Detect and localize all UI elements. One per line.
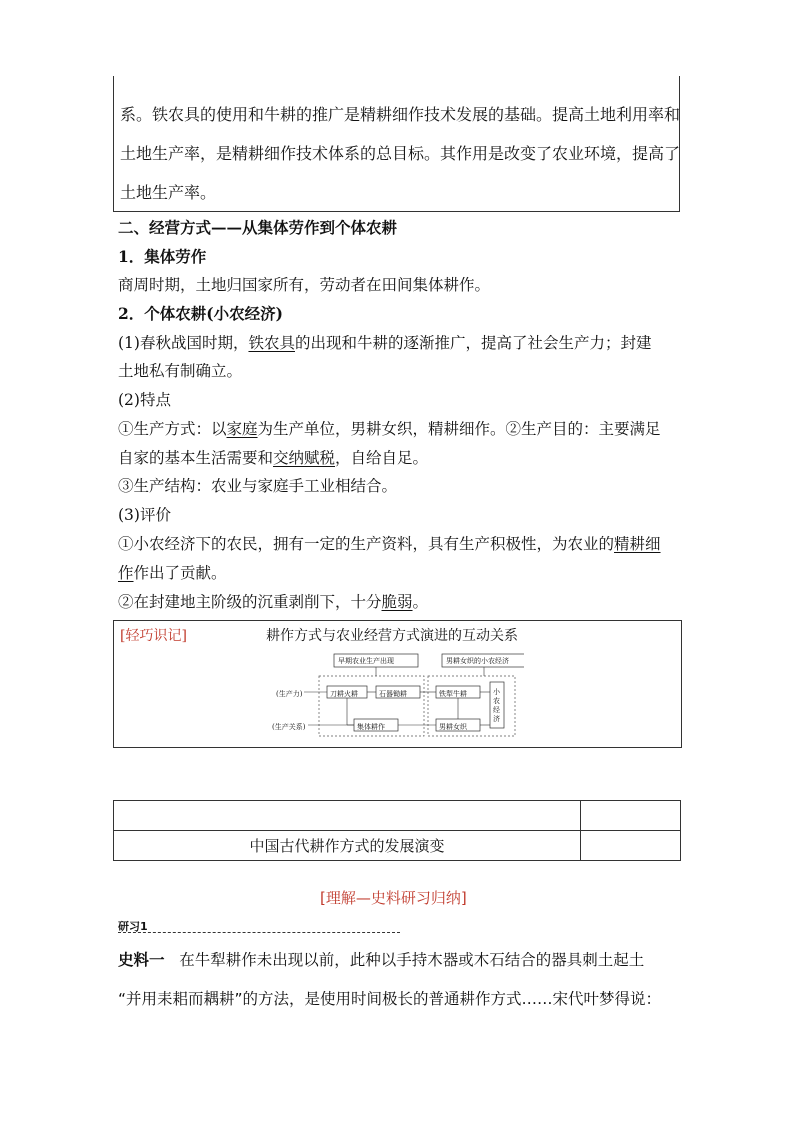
label-productivity: (生产力)	[276, 690, 303, 698]
p3-d: 。	[412, 593, 429, 611]
p1-line2: 土地私有制确立。	[118, 362, 243, 380]
box-line-1: 系。铁农具的使用和牛耕的推广是精耕细作技术发展的基础。提高土地利用率和	[120, 105, 681, 124]
p3-line3	[118, 590, 428, 612]
box-line-2: 土地生产率，是精耕细作技术体系的总目标。其作用是改变了农业环境，提高了	[120, 144, 681, 163]
topic-table	[113, 800, 681, 861]
p3-underline-1b: 作	[118, 564, 134, 582]
p3-c: ②在封建地主阶级的沉重剥削下，十分	[118, 593, 382, 611]
continuation-box	[113, 76, 680, 212]
p2-underline-1: 家庭	[226, 420, 258, 438]
p2-underline-2: 交纳赋税	[273, 449, 336, 467]
table-title-cell: 中国古代耕作方式的发展演变	[114, 831, 581, 861]
tip-label: [轻巧识记]	[120, 628, 187, 644]
p2-line1	[118, 417, 661, 439]
p1-a: (1)春秋战国时期，	[118, 334, 249, 352]
source-text-1: 在牛犁耕作未出现以前，此种以手持木器或木石结合的器具刺土起土	[179, 951, 645, 969]
label-small-vertical: 小农经济	[493, 688, 500, 723]
p2-title: (2)特点	[118, 391, 171, 409]
study-label: 研习1	[118, 920, 148, 933]
label-slash: 刀耕火耕	[330, 690, 358, 698]
label-iron: 铁犁牛耕	[439, 690, 467, 698]
p3-line2	[118, 561, 227, 583]
tip-box	[113, 620, 682, 748]
p1-line1	[118, 331, 652, 353]
p2-c: 自家的基本生活需要和	[118, 449, 274, 467]
label-family: 男耕女织	[439, 723, 467, 731]
section-heading: 二、经营方式——从集体劳作到个体农耕	[118, 218, 398, 237]
table-cell-r1c2	[581, 801, 681, 831]
tip-title: 耕作方式与农业经营方式演进的互动关系	[266, 628, 518, 644]
p2-b: 为生产单位，男耕女织，精耕细作。②生产目的：主要满足	[257, 420, 661, 438]
label-smallfarm: 男耕女织的小农经济	[446, 657, 509, 665]
p3-b: 作出了贡献。	[133, 564, 227, 582]
p2-line2	[118, 446, 428, 468]
p2-d: ，自给自足。	[335, 449, 429, 467]
p3-title: (3)评价	[118, 506, 171, 524]
p3-a: ①小农经济下的农民，拥有一定的生产资料，具有生产积极性，为农业的	[118, 535, 615, 553]
source-label: 史料一	[118, 951, 165, 969]
understand-heading: [理解—史料研习归纳]	[320, 889, 467, 907]
label-early: 早期农业生产出现	[338, 657, 394, 665]
source-line-1	[118, 948, 644, 970]
p3-line1	[118, 532, 661, 554]
study-divider	[118, 932, 400, 933]
item2-title: 2．个体农耕(小农经济)	[118, 304, 283, 323]
source-line-2: “并用耒耜而耦耕”的方法，是使用时间极长的普通耕作方式……宋代叶梦得说：	[118, 990, 662, 1008]
p1-underline: 铁农具	[248, 334, 295, 352]
p1-b: 的出现和牛耕的逐渐推广，提高了社会生产力；封建	[294, 334, 652, 352]
box-line-3: 土地生产率。	[120, 183, 217, 202]
item1-text: 商周时期，土地归国家所有，劳动者在田间集体耕作。	[118, 276, 491, 294]
label-relations: (生产关系)	[272, 723, 306, 731]
label-stone: 石器锄耕	[379, 690, 407, 698]
table-cell-r2c2	[581, 831, 681, 861]
item1-title: 1．集体劳作	[118, 247, 207, 266]
p3-underline-2: 脆弱	[381, 593, 413, 611]
p2-line3: ③生产结构：农业与家庭手工业相结合。	[118, 477, 398, 495]
table-cell-r1c1	[114, 801, 581, 831]
label-collective: 集体耕作	[357, 723, 385, 731]
p2-a: ①生产方式：以	[118, 420, 227, 438]
p3-underline-1: 精耕细	[614, 535, 661, 553]
